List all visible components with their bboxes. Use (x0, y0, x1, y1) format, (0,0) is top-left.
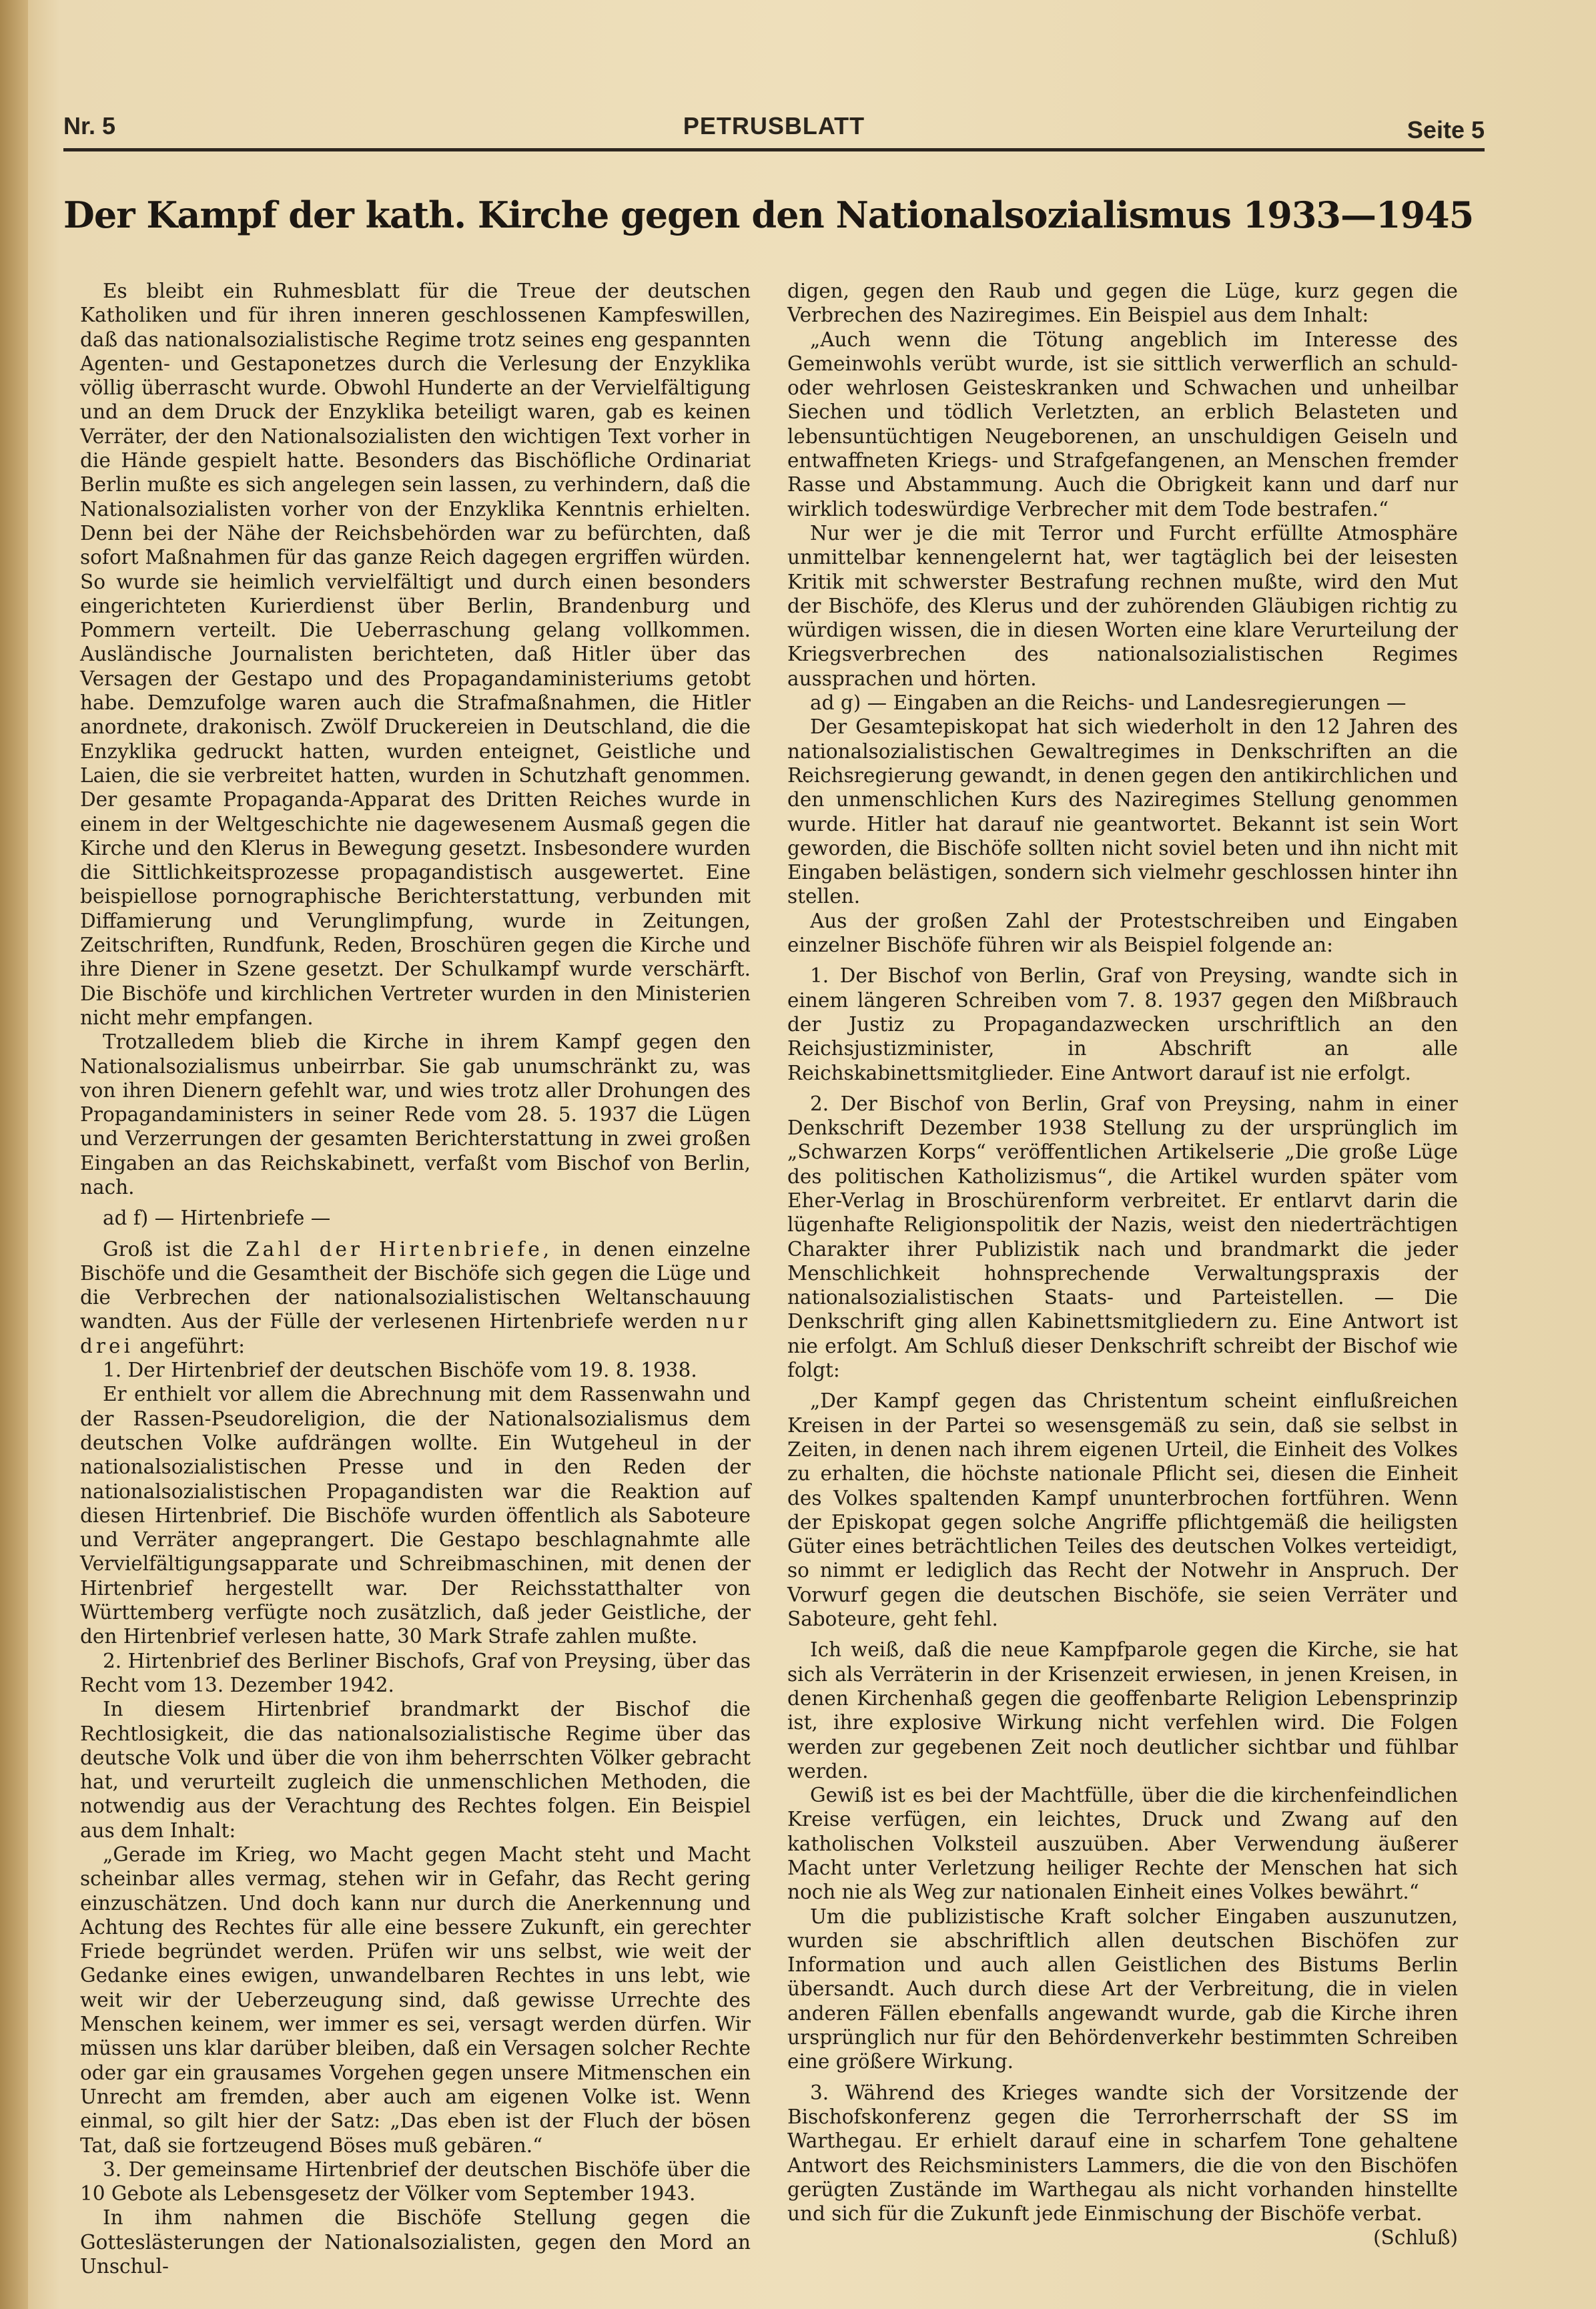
paragraph: Aus der großen Zahl der Protestschreiben und Eingaben einzelner Bischöfe führen wir als Beispiel folgende an: (787, 909, 1458, 957)
article-title: Der Kampf der kath. Kirche gegen den Nationalsozialismus 1933—1945 (63, 194, 1474, 236)
left-column (80, 279, 751, 2278)
numbered-item: 3. Während des Krieges wandte sich der Vorsitzende der Bischofskonferenz gegen die Terrorherrschaft der SS im Warthegau. Er erhielt darauf eine in scharfem Tone gehaltene Antwort des Reichsministers Lammers, die die von den Bischöfen gerügten Zustände im Warthegau als nicht vorhanden hinstellte und sich für die Zukunft jede Einmischung der Bischöfe verbat. (Schluß) (787, 2081, 1458, 2250)
paragraph: Groß ist die Zahl der Hirtenbriefe, in denen einzelne Bischöfe und die Gesamtheit der Bischöfe sich gegen die Lüge und die Verbrechen der nationalsozialistischen Weltanschauung wandten. Aus der Fülle der verlesenen Hirtenbriefe werden nur drei angeführt: (80, 1237, 751, 1357)
numbered-item: 3. Der gemeinsame Hirtenbrief der deutschen Bischöfe über die 10 Gebote als Lebensgesetz der Völker vom September 1943. (80, 2158, 751, 2206)
numbered-item: 1. Der Bischof von Berlin, Graf von Preysing, wandte sich in einem längeren Schreiben vom 7. 8. 1937 gegen den Mißbrauch der Justiz zu Propagandazwecken urschriftlich an den Reichsjustizminister, in Abschrift an alle Reichskabinettsmitglieder. Eine Antwort darauf ist nie erfolgt. (787, 964, 1458, 1084)
article-end-mark: (Schluß) (1373, 2226, 1458, 2250)
page-number: Seite 5 (1407, 116, 1485, 143)
paragraph: Er enthielt vor allem die Abrechnung mit dem Rassenwahn und der Rassen-Pseudoreligion, die der Nationalsozialismus dem deutschen Volke aufdrängen wollte. Ein Wutgeheul in der nationalsozialistischen Presse und in den Reden der nationalsozialistischen Propagandisten war die Reaktion auf diesen Hirtenbrief. Die Bischöfe wurden öffentlich als Saboteure und Verräter angeprangert. Die Gestapo beschlagnahmte alle Vervielfältigungsapparate und Schreibmaschinen, mit denen der Hirtenbrief hergestellt war. Der Reichsstatthalter von Württemberg verfügte noch zusätzlich, daß jeder Geistliche, der den Hirtenbrief verlesen hatte, 30 Mark Strafe zahlen mußte. (80, 1383, 751, 1648)
issue-number: Nr. 5 (63, 112, 116, 139)
quote: „Gerade im Krieg, wo Macht gegen Macht steht und Macht scheinbar alles vermag, stehen wir in Gefahr, das Recht gering einzuschätzen. Und doch kann nur durch die Anerkennung und Achtung des Rechtes für alle eine bessere Zukunft, ein gerechter Friede begründet werden. Prüfen wir uns selbst, wie weit der Gedanke eines ewigen, unwandelbaren Rechtes in uns lebt, wie weit wir der Ueberzeugung sind, daß gewisse Urrechte des Menschen keinem, wer immer es sei, versagt werden dürfen. Wir müssen uns klar darüber bleiben, daß ein Versagen solcher Rechte oder gar ein grausames Vorgehen gegen unsere Mitmenschen ein Unrecht am fremden, aber auch am eigenen Volke ist. Wenn einmal, so gilt hier der Satz: „Das eben ist der Fluch der bösen Tat, daß sie fortzeugend Böses muß gebären.“ (80, 1843, 751, 2157)
right-column (787, 279, 1458, 2254)
paragraph: In ihm nahmen die Bischöfe Stellung gegen die Gotteslästerungen der Nationalsozialisten, gegen den Mord an Unschul- (80, 2206, 751, 2278)
masthead: PETRUSBLATT (683, 112, 865, 139)
header-rule (63, 148, 1485, 151)
paragraph: Nur wer je die mit Terror und Furcht erfüllte Atmosphäre unmittelbar kennengelernt hat, wer tagtäglich bei der leisesten Kritik mit schwerster Bestrafung rechnen mußte, wird den Mut der Bischöfe, des Klerus und der zuhörenden Gläubigen richtig zu würdigen wissen, die in diesen Worten eine klare Verurteilung der Kriegsverbrechen des nationalsozialistischen Regimes aussprachen und hörten. (787, 521, 1458, 690)
paragraph: Der Gesamtepiskopat hat sich wiederholt in den 12 Jahren des nationalsozialistischen Gewaltregimes in Denkschriften an die Reichsregierung gewandt, in denen gegen den antikirchlichen und den unmenschlichen Kurs des Naziregimes Stellung genommen wurde. Hitler hat darauf nie geantwortet. Bekannt ist sein Wort geworden, die Bischöfe sollten nicht soviel beten und ihn nicht mit Eingaben belästigen, sondern sich vielmehr geschlossen hinter ihn stellen. (787, 715, 1458, 908)
paragraph: digen, gegen den Raub und gegen die Lüge, kurz gegen die Verbrechen des Naziregimes. Ein Beispiel aus dem Inhalt: (787, 280, 1458, 327)
binding-edge (0, 0, 28, 2309)
quote: „Auch wenn die Tötung angeblich im Interesse des Gemeinwohls verübt wurde, ist sie sittlich verwerflich an schuld- oder wehrlosen Geisteskranken und Schwachen und unheilbar Siechen und tödlich Verletzten, an erblich Belasteten und lebensuntüchtigen Neugeborenen, an unschuldigen Geiseln und entwaffneten Kriegs- und Strafgefangenen, an Menschen fremder Rasse und Abstammung. Auch die Obrigkeit kann und darf nur wirklich todeswürdige Verbrecher mit dem Tode bestrafen.“ (787, 328, 1458, 521)
quote: Gewiß ist es bei der Machtfülle, über die die kirchenfeindlichen Kreise verfügen, ein leichtes, Druck und Zwang auf den katholischen Volksteil auszuüben. Aber Verwendung äußerer Macht unter Verletzung heiliger Rechte der Menschen hat sich noch nie als Weg zur nationalen Einheit eines Volkes bewährt.“ (787, 1784, 1458, 1904)
paragraph: In diesem Hirtenbrief brandmarkt der Bischof die Rechtlosigkeit, die das nationalsozialistische Regime über das deutsche Volk und über die von ihm beherrschten Völker gebracht hat, und verurteilt zugleich die unmenschlichen Methoden, die notwendig aus der Verachtung des Rechtes folgen. Ein Beispiel aus dem Inhalt: (80, 1698, 751, 1842)
numbered-item: 2. Der Bischof von Berlin, Graf von Preysing, nahm in einer Denkschrift Dezember 1938 Stellung zu der ursprünglich im „Schwarzen Korps“ veröffentlichen Artikelserie „Die große Lüge des politischen Katholizismus“, die Artikel wurden später vom Eher-Verlag in Broschürenform verbreitet. Er entlarvt darin die lügenhafte Religionspolitik der Nazis, weist den niederträchtigen Charakter ihrer Publizistik nach und brandmarkt die jeder Menschlichkeit hohnsprechende Verwaltungspraxis der nationalsozialistischen Staats- und Parteistellen. — Die Denkschrift ging allen Kabinettsmitgliedern zu. Eine Antwort ist nie erfolgt. Am Schluß dieser Denkschrift schreibt der Bischof wie folgt: (787, 1092, 1458, 1382)
quote: „Der Kampf gegen das Christentum scheint einflußreichen Kreisen in der Partei so wesensgemäß zu sein, daß sie selbst in Zeiten, in denen nach ihrem eigenen Urteil, die Einheit des Volkes zu erhalten, die höchste nationale Pflicht sei, diesen die Einheit des Volkes spaltenden Kampf ununterbrochen fortführen. Wenn der Episkopat gegen solche Angriffe pflichtgemäß die heiligsten Güter eines beträchtlichen Teiles des deutschen Volkes verteidigt, so nimmt er lediglich das Recht der Notwehr in Anspruch. Der Vorwurf gegen die deutschen Bischöfe, sie seien Verräter und Saboteure, geht fehl. (787, 1389, 1458, 1631)
paragraph: Trotzalledem blieb die Kirche in ihrem Kampf gegen den Nationalsozialismus unbeirrbar. Sie gab unumschränkt zu, was von ihren Dienern gefehlt war, und wies trotz aller Drohungen des Propagandaministers in seiner Rede vom 28. 5. 1937 die Lügen und Verzerrungen der gesamten Berichterstattung in zwei großen Eingaben an das Reichskabinett, verfaßt vom Bischof von Berlin, nach. (80, 1030, 751, 1199)
paragraph: Es bleibt ein Ruhmesblatt für die Treue der deutschen Katholiken und für ihren inneren geschlossenen Kampfeswillen, daß das nationalsozialistische Regime trotz seines eng gespannten Agenten- und Gestaponetzes durch die Verlesung der Enzyklika völlig überrascht wurde. Obwohl Hunderte an der Vervielfältigung und an dem Druck der Enzyklika beteiligt waren, gab es keinen Verräter, der den Nationalsozialisten den wichtigen Text vorher in die Hände gespielt hatte. Besonders das Bischöfliche Ordinariat Berlin mußte es sich angelegen sein lassen, zu verhindern, daß die Nationalsozialisten vorher von der Enzyklika Kenntnis erhielten. Denn bei der Nähe der Reichsbehörden war zu befürchten, daß sofort Maßnahmen für das ganze Reich dagegen ergriffen würden. So wurde sie heimlich vervielfältigt und durch einen besonders eingerichteten Kurierdienst über Berlin, Brandenburg und Pommern verteilt. Die Ueberraschung gelang vollkommen. Ausländische Journalisten berichteten, daß Hitler über das Versagen der Gestapo und des Propagandaministeriums getobt habe. Demzufolge waren auch die Strafmaßnahmen, die Hitler anordnete, drakonisch. Zwölf Druckereien in Deutschland, die die Enzyklika gedruckt hatten, wurden enteignet, Geistliche und Laien, die sie verbreitet hatten, wurden in Schutzhaft genommen. Der gesamte Propaganda-Apparat des Dritten Reiches wurde in einem in der Weltgeschichte nie dagewesenem Ausmaß gegen die Kirche und den Klerus in Bewegung gesetzt. Insbesondere wurden die Sittlichkeitsprozesse propagandistisch ausgewertet. Eine beispiellose pornographische Berichterstattung, verbunden mit Diffamierung und Verunglimpfung, wurde in Zeitungen, Zeitschriften, Rundfunk, Reden, Broschüren gegen die Kirche und ihre Diener in Szene gesetzt. Der Schulkampf wurde verschärft. Die Bischöfe und kirchlichen Vertreter wurden in den Ministerien nicht mehr empfangen. (80, 280, 751, 1029)
numbered-item: 1. Der Hirtenbrief der deutschen Bischöfe vom 19. 8. 1938. (103, 1359, 697, 1382)
quote: Ich weiß, daß die neue Kampfparole gegen die Kirche, sie hat sich als Verräterin in der Krisenzeit erwiesen, in jenen Kreisen, in denen Kirchenhaß gegen die geoffenbarte Religion Lebensprinzip ist, ihre explosive Wirkung nicht verfehlen wird. Die Folgen werden zur gegebenen Zeit noch deutlicher sichtbar und fühlbar werden. (787, 1638, 1458, 1782)
section-heading: ad g) — Eingaben an die Reichs- und Landesregierungen — (810, 691, 1407, 715)
numbered-item: 2. Hirtenbrief des Berliner Bischofs, Graf von Preysing, über das Recht vom 13. Dezember 1942. (80, 1649, 751, 1696)
section-heading: ad f) — Hirtenbriefe — (103, 1207, 331, 1230)
paragraph: Um die publizistische Kraft solcher Eingaben auszunutzen, wurden sie abschriftlich allen deutschen Bischöfen zur Information und auch allen Geistlichen des Bistums Berlin übersandt. Auch durch diese Art der Verbreitung, die in vielen anderen Fällen ebenfalls angewandt wurde, gab die Kirche ihren ursprünglich nur für den Behördenverkehr bestimmten Schreiben eine größere Wirkung. (787, 1905, 1458, 2073)
page-header (63, 112, 1485, 149)
